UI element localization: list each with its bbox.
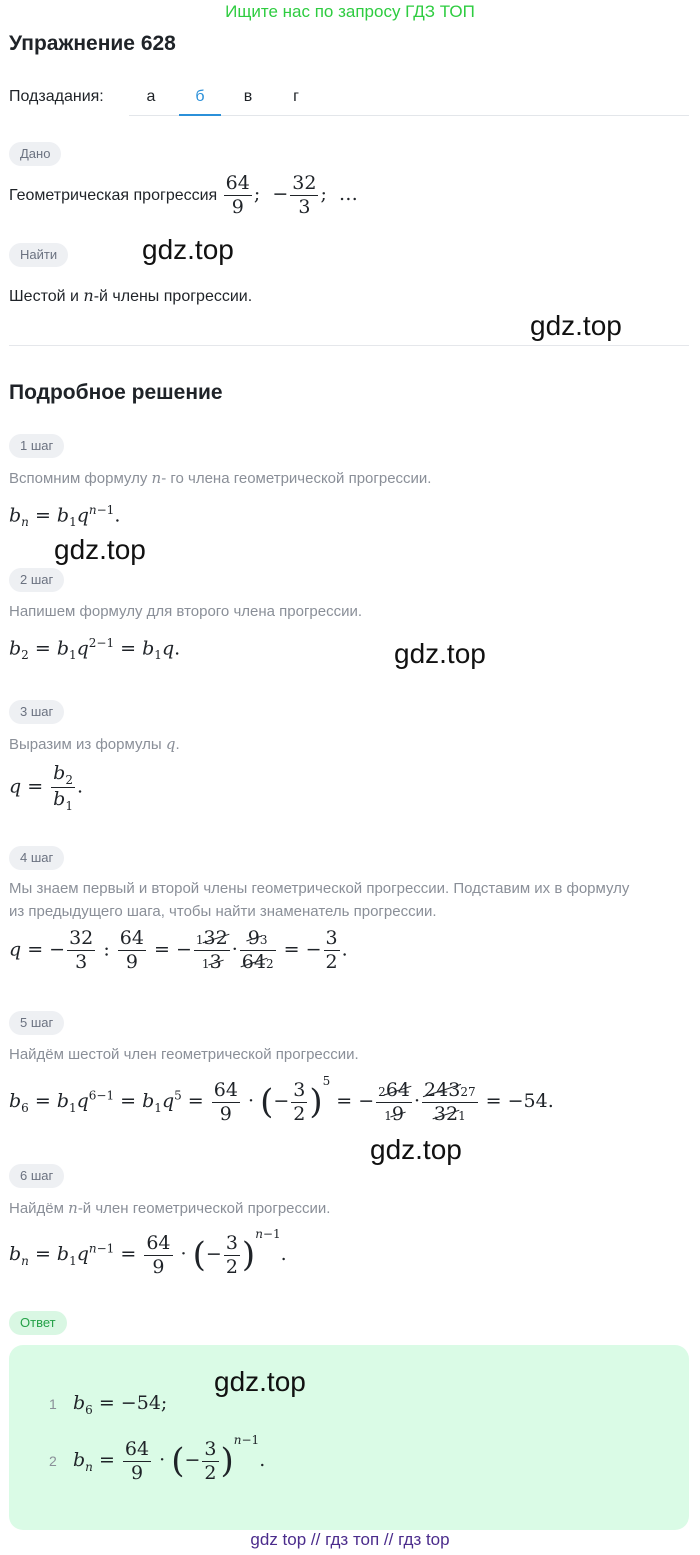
find-statement: Шестой и n-й члены прогрессии.: [9, 286, 253, 305]
step-3-chip: 3 шаг: [9, 700, 64, 724]
step-2-chip: 2 шаг: [9, 568, 64, 592]
watermark-2: gdz.top: [530, 310, 622, 341]
step-6-text: Найдём n-й член геометрической прогрессии.: [9, 1199, 331, 1217]
tab-g[interactable]: г: [293, 88, 299, 105]
given-formula: $\frac{64}{9}$ ; − $\frac{32}{3}$ ; …: [225, 172, 358, 218]
step-5-formula: $b_6 = b_1q^{6-1} = b_1q^5$ = $\frac{64}{9}$ · (− $\frac{3}{2}$ )$^5$ = − $\frac{264}{19}$ · $\frac{24327}{321}$ = −54.: [9, 1074, 554, 1125]
tab-b[interactable]: б: [179, 86, 221, 116]
step-5-chip: 5 шаг: [9, 1011, 64, 1035]
step-4-text-line2: из предыдущего шага, чтобы найти знаменатель прогрессии.: [9, 903, 437, 920]
given-chip: Дано: [9, 142, 61, 166]
subtasks-bar: [9, 86, 689, 116]
footer-links: gdz top // гдз топ // гдз top: [250, 1530, 450, 1549]
step-3-text: Выразим из формулы q.: [9, 735, 180, 753]
tab-v[interactable]: в: [243, 88, 253, 105]
answer-item-1: $b_6 = -54$;: [73, 1392, 168, 1417]
watermark-6: gdz.top: [214, 1366, 306, 1397]
find-chip: Найти: [9, 243, 68, 267]
step-2-text: Напишем формулу для второго члена прогрессии.: [9, 603, 363, 620]
step-6-chip: 6 шаг: [9, 1164, 64, 1188]
step-4-chip: 4 шаг: [9, 846, 64, 870]
watermark-4: gdz.top: [394, 638, 486, 669]
answer-item-1-number: 1: [49, 1396, 57, 1412]
step-5-text: Найдём шестой член геометрической прогрессии.: [9, 1046, 359, 1063]
step-1-formula: $b_n = b_1q^{n-1}$.: [9, 503, 121, 530]
tab-a[interactable]: а: [146, 88, 156, 105]
search-banner: Ищите нас по запросу ГДЗ ТОП: [225, 2, 475, 21]
answer-item-2-number: 2: [49, 1453, 57, 1469]
watermark-3: gdz.top: [54, 534, 146, 565]
page-title: Упражнение 628: [9, 32, 176, 55]
watermark-5: gdz.top: [370, 1134, 462, 1165]
answer-item-2: $b_n$ = $\frac{64}{9}$ · (− $\frac{3}{2}$ )$^{n-1}$.: [73, 1433, 266, 1484]
given-statement: [9, 172, 358, 219]
answer-chip: Ответ: [9, 1311, 67, 1335]
step-6-formula: $b_n = b_1q^{n-1}$ = $\frac{64}{9}$ · (− $\frac{3}{2}$ )$^{n-1}$.: [9, 1227, 287, 1278]
section-divider: [9, 345, 689, 346]
answer-box: [9, 1345, 689, 1530]
step-4-text-line1: Мы знаем первый и второй члены геометрической прогрессии. Подставим их в формулу: [9, 880, 630, 897]
step-2-formula: $b_2 = b_1q^{2-1} = b_1q$.: [9, 636, 181, 663]
step-1-text: Вспомним формулу n- го члена геометрической прогрессии.: [9, 469, 432, 487]
given-text: Геометрическая прогрессия: [9, 187, 218, 205]
step-4-formula: q = − $\frac{32}{3}$ : $\frac{64}{9}$ = − $\frac{132}{13}$ · $\frac{93}{642}$ = − $\frac{3}{2}$ .: [9, 927, 348, 973]
step-1-chip: 1 шаг: [9, 434, 64, 458]
watermark-1: gdz.top: [142, 234, 234, 265]
step-3-formula: q = $\frac{b_2}{b_1}$ .: [9, 762, 84, 813]
solution-title: Подробное решение: [9, 381, 223, 404]
subtasks-label: Подзадания:: [9, 88, 104, 105]
